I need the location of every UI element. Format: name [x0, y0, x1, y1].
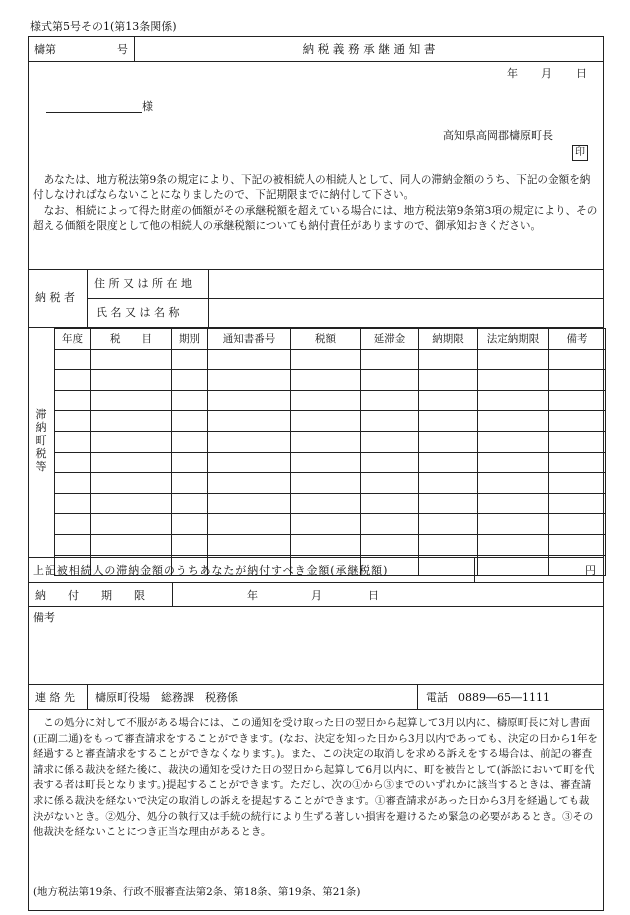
- table-cell[interactable]: [208, 452, 291, 473]
- column-header: 税 目: [91, 329, 172, 350]
- delinquent-tax-table: [54, 328, 606, 576]
- column-header: 納期限: [419, 329, 478, 350]
- address-label: 住 所 又 は 所 在 地: [94, 277, 192, 290]
- contact-office: 檮原町役場 総務課 税務係: [95, 691, 238, 704]
- table-row: [55, 514, 606, 535]
- table-row: [55, 493, 606, 514]
- deadline-month: 月: [311, 589, 322, 602]
- table-cell[interactable]: [478, 411, 549, 432]
- table-cell[interactable]: [291, 452, 361, 473]
- table-cell[interactable]: [549, 514, 606, 535]
- table-cell[interactable]: [419, 514, 478, 535]
- table-cell[interactable]: [478, 493, 549, 514]
- table-cell[interactable]: [172, 452, 208, 473]
- table-cell[interactable]: [478, 452, 549, 473]
- table-cell[interactable]: [208, 473, 291, 494]
- table-cell[interactable]: [419, 431, 478, 452]
- table-cell[interactable]: [208, 349, 291, 370]
- table-cell[interactable]: [361, 370, 419, 391]
- table-cell[interactable]: [361, 431, 419, 452]
- table-cell[interactable]: [208, 534, 291, 555]
- table-cell[interactable]: [361, 473, 419, 494]
- table-cell[interactable]: [172, 370, 208, 391]
- payment-deadline-label: 納 付 期 限: [35, 589, 145, 602]
- remarks-label: 備考: [33, 611, 55, 624]
- table-cell[interactable]: [208, 370, 291, 391]
- table-cell[interactable]: [208, 411, 291, 432]
- table-cell[interactable]: [549, 452, 606, 473]
- addressee-suffix: 様: [142, 100, 153, 113]
- table-cell[interactable]: [91, 452, 172, 473]
- table-cell[interactable]: [291, 390, 361, 411]
- column-header: 期別: [172, 329, 208, 350]
- table-cell[interactable]: [55, 370, 91, 391]
- table-cell[interactable]: [291, 370, 361, 391]
- table-cell[interactable]: [291, 349, 361, 370]
- table-cell[interactable]: [55, 452, 91, 473]
- table-cell[interactable]: [478, 555, 549, 576]
- table-header-row: [55, 329, 606, 350]
- succession-amount-label: 上記被相続人の滞納金額のうちあなたが納付すべき金額(承継税額): [33, 564, 389, 577]
- table-row: [55, 452, 606, 473]
- doc-number-suffix: 号: [117, 43, 128, 56]
- table-cell[interactable]: [549, 534, 606, 555]
- table-cell[interactable]: [172, 493, 208, 514]
- table-cell[interactable]: [291, 473, 361, 494]
- table-cell[interactable]: [478, 473, 549, 494]
- table-cell[interactable]: [91, 390, 172, 411]
- date-day: 日: [576, 67, 587, 80]
- table-cell[interactable]: [549, 493, 606, 514]
- doc-number-prefix: 檮第: [34, 43, 56, 56]
- table-cell[interactable]: [361, 390, 419, 411]
- table-cell[interactable]: [91, 370, 172, 391]
- table-row: [55, 390, 606, 411]
- table-cell[interactable]: [361, 514, 419, 535]
- table-cell[interactable]: [419, 493, 478, 514]
- table-cell[interactable]: [172, 473, 208, 494]
- table-cell[interactable]: [419, 534, 478, 555]
- addressee-name-line[interactable]: [46, 112, 142, 113]
- table-row: [55, 411, 606, 432]
- doc-number-field[interactable]: [66, 42, 116, 56]
- table-row: [55, 349, 606, 370]
- table-cell[interactable]: [291, 431, 361, 452]
- table-cell[interactable]: [55, 390, 91, 411]
- table-cell[interactable]: [291, 534, 361, 555]
- table-cell[interactable]: [478, 431, 549, 452]
- table-cell[interactable]: [172, 411, 208, 432]
- table-cell[interactable]: [361, 411, 419, 432]
- taxpayer-label: 納 税 者: [35, 291, 75, 304]
- table-cell[interactable]: [549, 390, 606, 411]
- table-cell[interactable]: [208, 390, 291, 411]
- table-cell[interactable]: [419, 452, 478, 473]
- table-cell[interactable]: [361, 493, 419, 514]
- table-cell[interactable]: [419, 411, 478, 432]
- table-cell[interactable]: [291, 411, 361, 432]
- table-cell[interactable]: [549, 431, 606, 452]
- table-row: [55, 370, 606, 391]
- table-cell[interactable]: [419, 390, 478, 411]
- notice-paragraph-2: なお、相続によって得た財産の価額がその承継税額を超えている場合には、地方税法第9条第3項の規定により、その超える価額を限度として他の相続人の承継税額についても納付責任がありますので、御承知おきください。: [33, 205, 598, 233]
- table-cell[interactable]: [361, 534, 419, 555]
- table-cell[interactable]: [172, 349, 208, 370]
- seal-mark: 印: [572, 145, 588, 161]
- table-cell[interactable]: [55, 431, 91, 452]
- document-title: 納 税 義 務 承 継 通 知 書: [302, 42, 436, 56]
- date-month: 月: [541, 67, 552, 80]
- column-header: 税額: [291, 329, 361, 350]
- column-header: 備考: [549, 329, 606, 350]
- table-cell[interactable]: [55, 349, 91, 370]
- table-cell[interactable]: [419, 555, 478, 576]
- table-cell[interactable]: [549, 411, 606, 432]
- form-label: 様式第5号その1(第13条関係): [30, 20, 177, 33]
- table-row: [55, 431, 606, 452]
- table-cell[interactable]: [55, 411, 91, 432]
- column-header: 延滞金: [361, 329, 419, 350]
- deadline-day: 日: [368, 589, 379, 602]
- table-cell[interactable]: [549, 370, 606, 391]
- phone-number: 0889―65―1111: [458, 691, 550, 704]
- column-header: 年度: [55, 329, 91, 350]
- table-cell[interactable]: [172, 431, 208, 452]
- date-year: 年: [507, 67, 518, 80]
- table-cell[interactable]: [419, 349, 478, 370]
- table-cell[interactable]: [172, 390, 208, 411]
- succession-amount-unit: 円: [585, 564, 596, 577]
- table-cell[interactable]: [419, 370, 478, 391]
- appeal-notice: この処分に対して不服がある場合には、この通知を受け取った日の翌日から起算して3月以内に、檮原町長に対し書面(正副二通)をもって審査請求をすることができます。(なお、決定を知った日から3月以内であっても、決定の日から1年を経過すると審査請求をすることができなくなります。)。また、この決定の取消しを求める訴えをする場合は、前記の審査請求に係る裁決を経た後に、裁決の通知を受けた日の翌日から起算して6月以内に、町を被告として(訴訟において町を代表する者は町長となります。)提起することができます。ただし、次の①から③までのいずれかに該当するときは、審査請求に係る裁決を経ないで決定の取消しの訴えを提起することができます。①審査請求があった日から3月を経過しても裁決がないとき。②処分、処分の執行又は手続の続行により生ずる著しい損害を避けるため緊急の必要があるとき。③その他裁決を経ないことにつき正当な理由があるとき。: [33, 717, 598, 839]
- deadline-year: 年: [247, 589, 258, 602]
- table-cell[interactable]: [478, 370, 549, 391]
- table-cell[interactable]: [91, 514, 172, 535]
- table-cell[interactable]: [549, 349, 606, 370]
- table-cell[interactable]: [361, 349, 419, 370]
- name-label: 氏 名 又 は 名 称: [96, 306, 180, 319]
- column-header: 法定納期限: [478, 329, 549, 350]
- remarks-field[interactable]: [33, 628, 598, 680]
- table-cell[interactable]: [91, 411, 172, 432]
- table-row: [55, 534, 606, 555]
- table-cell[interactable]: [478, 514, 549, 535]
- table-cell[interactable]: [55, 514, 91, 535]
- table-row: [55, 473, 606, 494]
- table-cell[interactable]: [478, 349, 549, 370]
- table-cell[interactable]: [208, 431, 291, 452]
- column-header: 通知書番号: [208, 329, 291, 350]
- table-cell[interactable]: [291, 514, 361, 535]
- table-cell[interactable]: [91, 534, 172, 555]
- issuer-name: 高知県高岡郡檮原町長: [443, 129, 553, 142]
- table-cell[interactable]: [208, 493, 291, 514]
- table-cell[interactable]: [549, 473, 606, 494]
- legal-basis: (地方税法第19条、行政不服審査法第2条、第18条、第19条、第21条): [33, 886, 361, 898]
- table-cell[interactable]: [91, 431, 172, 452]
- delinquent-tax-side-label: 滞納町税等: [35, 408, 47, 473]
- notice-paragraph-1: あなたは、地方税法第9条の規定により、下記の被相続人の相続人として、同人の滞納金額のうち、下記の金額を納付しなければならないことになりましたので、下記期限までに納付して下さい。: [33, 174, 591, 202]
- table-cell[interactable]: [91, 349, 172, 370]
- table-cell[interactable]: [361, 452, 419, 473]
- phone-label: 電話: [426, 691, 448, 704]
- table-cell[interactable]: [91, 473, 172, 494]
- table-cell[interactable]: [478, 390, 549, 411]
- table-cell[interactable]: [55, 473, 91, 494]
- table-cell[interactable]: [91, 493, 172, 514]
- table-cell[interactable]: [208, 514, 291, 535]
- table-cell[interactable]: [172, 514, 208, 535]
- contact-label: 連 絡 先: [35, 691, 75, 704]
- table-cell[interactable]: [549, 555, 606, 576]
- table-cell[interactable]: [55, 534, 91, 555]
- table-cell[interactable]: [419, 473, 478, 494]
- table-cell[interactable]: [291, 493, 361, 514]
- table-cell[interactable]: [55, 493, 91, 514]
- table-cell[interactable]: [172, 534, 208, 555]
- table-cell[interactable]: [478, 534, 549, 555]
